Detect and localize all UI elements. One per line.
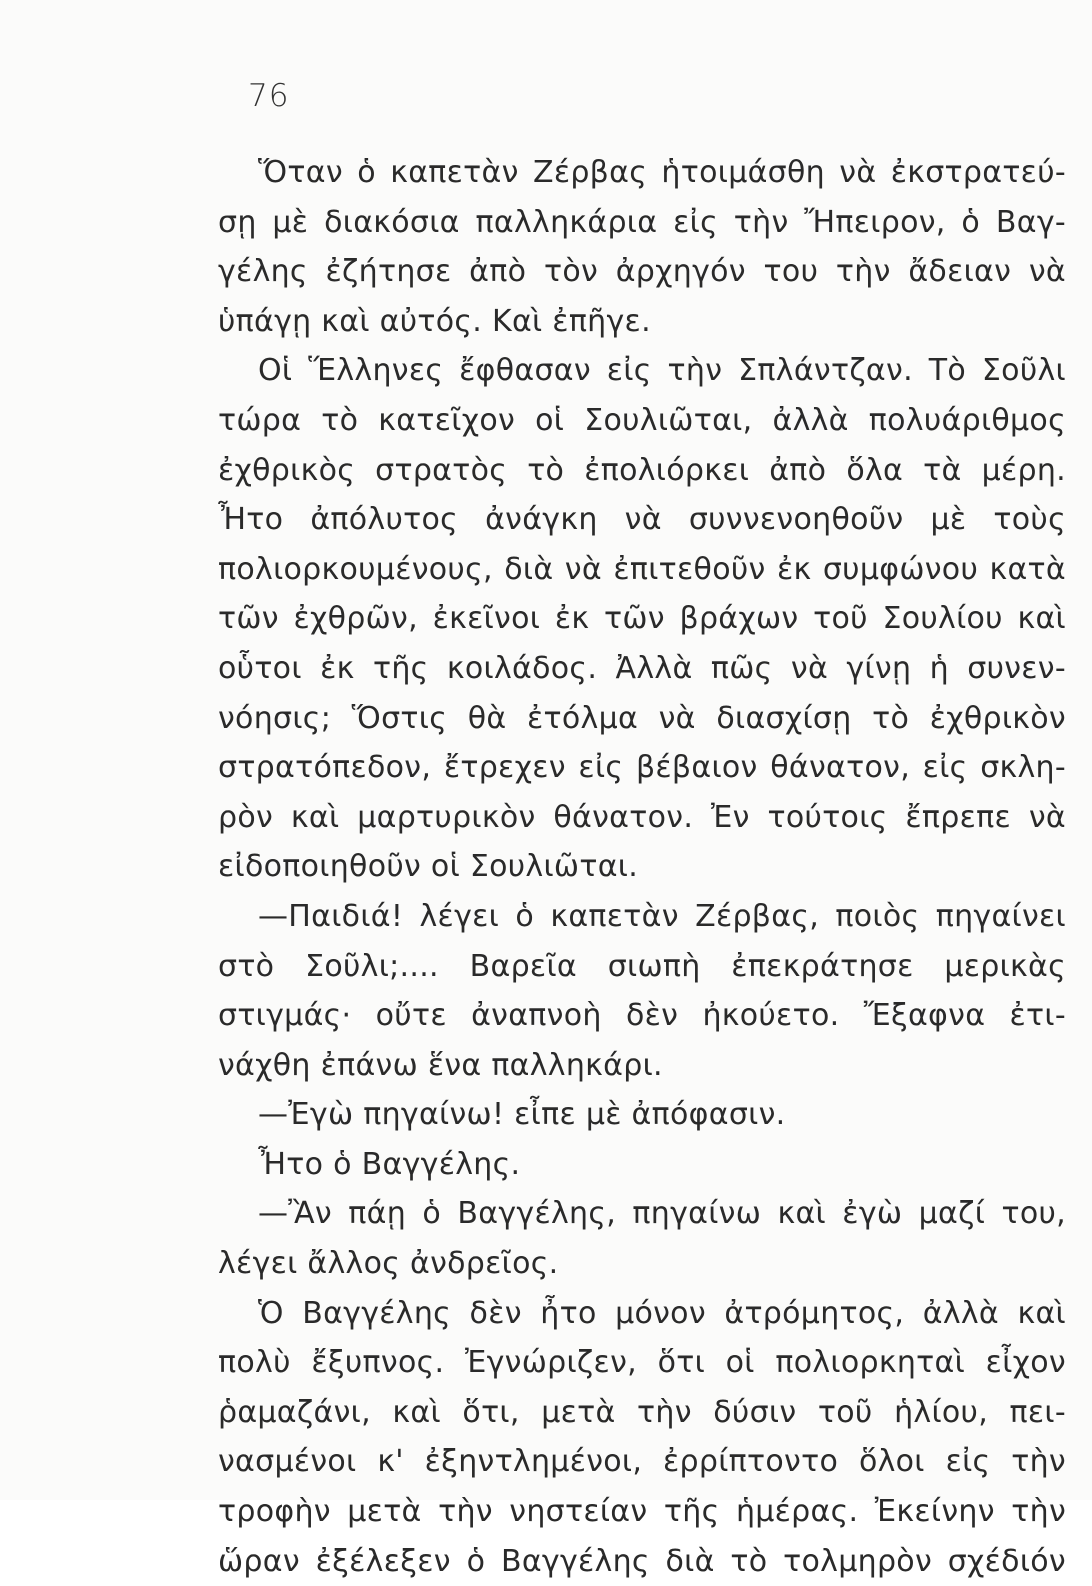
text-line: —Παιδιά! λέγει ὁ καπετὰν Ζέρβας, ποιὸς πηγαίνει bbox=[258, 898, 1066, 934]
text-line: —Ἐγὼ πηγαίνω! εἶπε μὲ ἀπόφασιν. bbox=[258, 1097, 786, 1133]
text-line: —Ἂν πάῃ ὁ Βαγγέλης, πηγαίνω καὶ ἐγὼ μαζί του, bbox=[258, 1196, 1066, 1232]
text-line: τροφὴν μετὰ τὴν νηστείαν τῆς ἡμέρας. Ἐκείνην τὴν bbox=[218, 1494, 1066, 1530]
text-line: νάχθη ἐπάνω ἕνα παλληκάρι. bbox=[218, 1047, 663, 1083]
text-line: νασμένοι κ' ἐξηντλημένοι, ἐρρίπτοντο ὅλοι εἰς τὴν bbox=[218, 1444, 1066, 1480]
text-line: οὗτοι ἐκ τῆς κοιλάδος. Ἀλλὰ πῶς νὰ γίνῃ ἡ συνεν- bbox=[218, 650, 1066, 686]
text-line: ὥραν ἐξέλεξεν ὁ Βαγγέλης διὰ τὸ τολμηρὸν σχέδιόν bbox=[218, 1543, 1066, 1579]
text-line: πολιορκουμένους, διὰ νὰ ἐπιτεθοῦν ἐκ συμφώνου κατὰ bbox=[218, 551, 1066, 587]
text-line: Οἱ Ἕλληνες ἔφθασαν εἰς τὴν Σπλάντζαν. Τὸ Σοῦλι bbox=[258, 353, 1066, 389]
text-line: Ὅταν ὁ καπετὰν Ζέρβας ἡτοιμάσθη νὰ ἐκστρατεύ- bbox=[258, 155, 1066, 190]
text-line: ῥαμαζάνι, καὶ ὅτι, μετὰ τὴν δύσιν τοῦ ἡλίου, πει- bbox=[218, 1394, 1066, 1430]
body-text bbox=[218, 148, 1066, 1586]
page-number: 76 bbox=[248, 78, 290, 114]
text-line: στρατόπεδον, ἔτρεχεν εἰς βέβαιον θάνατον, εἰς σκλη- bbox=[218, 750, 1066, 786]
text-line: τώρα τὸ κατεῖχον οἱ Σουλιῶται, ἀλλὰ πολυάριθμος bbox=[218, 402, 1066, 438]
text-line: στὸ Σοῦλι;.... Βαρεῖα σιωπὴ ἐπεκράτησε μερικὰς bbox=[218, 948, 1066, 984]
text-line: νόησις; Ὅστις θὰ ἐτόλμα νὰ διασχίσῃ τὸ ἐχθρικὸν bbox=[218, 700, 1066, 736]
text-line: στιγμάς· οὔτε ἀναπνοὴ δὲν ἠκούετο. Ἔξαφνα ἐτι- bbox=[218, 998, 1066, 1034]
text-line: τῶν ἐχθρῶν, ἐκεῖνοι ἐκ τῶν βράχων τοῦ Σουλίου καὶ bbox=[218, 601, 1066, 637]
text-line: γέλης ἐζήτησε ἀπὸ τὸν ἀρχηγόν του τὴν ἄδειαν νὰ bbox=[218, 254, 1066, 290]
text-line: Ὁ Βαγγέλης δὲν ἦτο μόνον ἀτρόμητος, ἀλλὰ καὶ bbox=[258, 1295, 1066, 1331]
text-line: σῃ μὲ διακόσια παλληκάρια εἰς τὴν Ἤπειρον, ὁ Βαγ- bbox=[218, 204, 1066, 240]
text-line: Ἦτο ἀπόλυτος ἀνάγκη νὰ συννενοηθοῦν μὲ τοὺς bbox=[218, 502, 1066, 538]
text-line: πολὺ ἔξυπνος. Ἐγνώριζεν, ὅτι οἱ πολιορκηταὶ εἶχον bbox=[218, 1345, 1066, 1381]
text-line: Ἦτο ὁ Βαγγέλης. bbox=[258, 1146, 521, 1182]
text-line: ὑπάγῃ καὶ αὐτός. Καὶ ἐπῆγε. bbox=[218, 303, 651, 339]
text-line: ἐχθρικὸς στρατὸς τὸ ἐπολιόρκει ἀπὸ ὅλα τὰ μέρη. bbox=[218, 452, 1066, 488]
text-line: εἰδοποιηθοῦν οἱ Σουλιῶται. bbox=[218, 849, 639, 885]
text-line: ρὸν καὶ μαρτυρικὸν θάνατον. Ἐν τούτοις ἔπρεπε νὰ bbox=[218, 799, 1066, 835]
text-line: λέγει ἄλλος ἀνδρεῖος. bbox=[218, 1246, 559, 1282]
